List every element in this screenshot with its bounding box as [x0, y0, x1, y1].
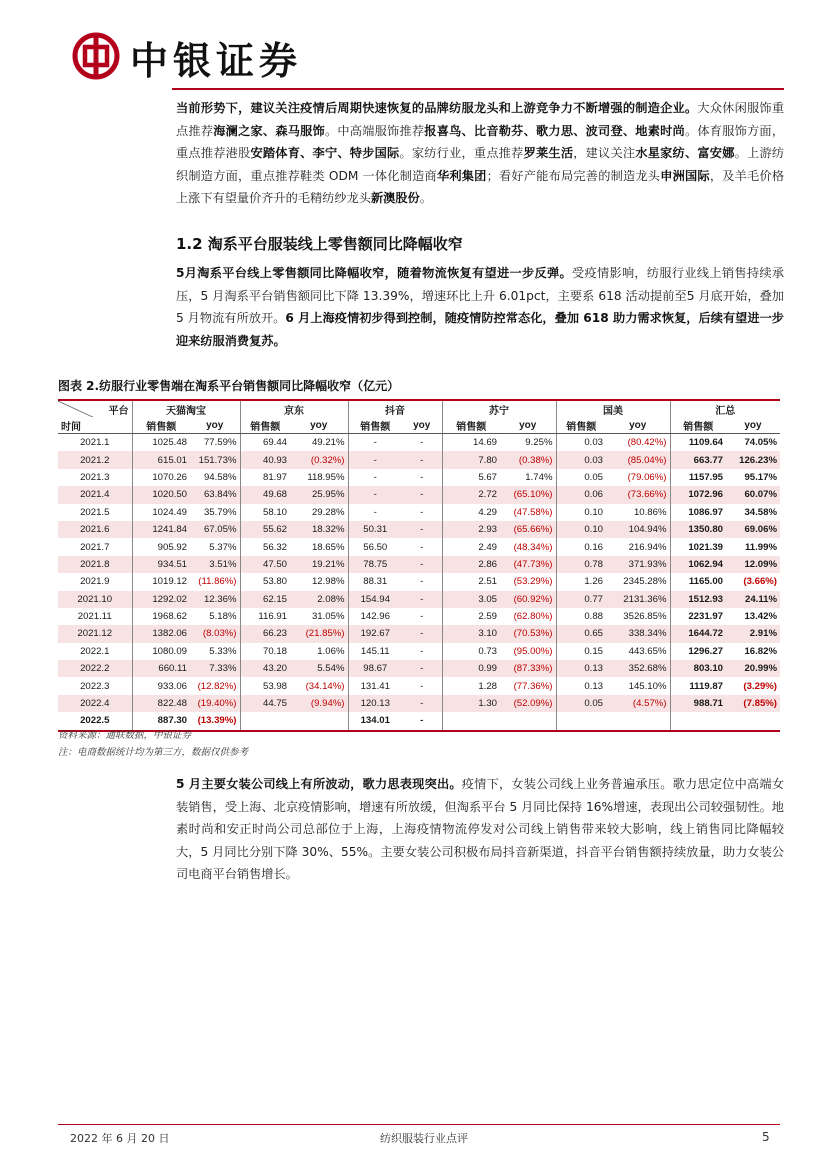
yoy-cell	[290, 712, 348, 730]
yoy-cell: 25.95%	[290, 486, 348, 503]
sales-cell: 0.77	[556, 591, 606, 608]
yoy-cell: 19.21%	[290, 556, 348, 573]
yoy-cell: (8.03%)	[190, 625, 240, 642]
sales-header: 销售额	[348, 417, 402, 434]
yoy-cell: 9.25%	[500, 434, 556, 452]
sales-cell: 1080.09	[152, 645, 187, 657]
yoy-cell: -	[402, 451, 442, 468]
sales-cell	[556, 712, 606, 730]
yoy-header: yoy	[606, 417, 670, 434]
sales-cell: 2.86	[442, 556, 500, 573]
sales-cell: 4.29	[478, 506, 497, 518]
yoy-cell: -	[402, 573, 442, 590]
yoy-cell: (3.29%)	[743, 680, 777, 692]
table-row	[58, 521, 780, 538]
yoy-cell: -	[402, 625, 442, 642]
platform-header: 京东	[240, 400, 348, 417]
sales-cell: 98.67	[348, 660, 402, 677]
yoy-cell: (7.85%)	[726, 695, 780, 712]
sales-cell: 1062.94	[670, 556, 726, 573]
yoy-cell: 3.51%	[190, 556, 240, 573]
sales-cell: 69.44	[262, 437, 287, 449]
yoy-cell: -	[402, 695, 442, 712]
yoy-cell: (80.42%)	[606, 434, 670, 452]
yoy-header: yoy	[290, 417, 348, 434]
sales-cell: 887.30	[132, 712, 190, 730]
yoy-cell: 3526.85%	[606, 608, 670, 625]
yoy-cell: 10.86%	[606, 504, 670, 521]
yoy-cell: -	[402, 434, 442, 452]
sales-cell: 50.31	[348, 521, 402, 538]
corner-bottom-label: 时间	[58, 417, 132, 434]
sales-cell: 1241.84	[132, 521, 190, 538]
sales-cell: 1019.12	[152, 576, 187, 588]
platform-header: 汇总	[670, 400, 780, 417]
sales-cell: 81.97	[262, 471, 287, 483]
sales-cell: 822.48	[132, 695, 190, 712]
yoy-cell: -	[402, 608, 442, 625]
sales-cell: 0.78	[556, 556, 606, 573]
sales-cell: 934.51	[132, 556, 190, 573]
yoy-cell: 18.65%	[290, 538, 348, 555]
month-cell: 2021.10	[58, 591, 132, 608]
yoy-cell: 18.32%	[290, 521, 348, 538]
yoy-cell: 352.68%	[606, 660, 670, 677]
yoy-cell: 5.33%	[190, 643, 240, 660]
sales-cell: 14.69	[472, 437, 497, 449]
sales-cell: 1968.62	[152, 611, 187, 623]
month-cell: 2022.5	[58, 712, 132, 730]
month-cell: 2021.5	[58, 504, 132, 521]
sales-cell: 1025.48	[152, 437, 187, 449]
month-cell: 2021.11	[58, 608, 132, 625]
sales-cell: 0.16	[584, 541, 603, 553]
platform-header: 国美	[556, 400, 670, 417]
yoy-cell	[606, 712, 670, 730]
sales-cell: 154.94	[348, 591, 402, 608]
sales-cell	[442, 712, 500, 730]
yoy-cell: 67.05%	[190, 521, 240, 538]
table-body	[58, 434, 780, 731]
yoy-cell: 16.82%	[744, 645, 777, 657]
sales-cell: 70.18	[262, 645, 287, 657]
yoy-cell: 49.21%	[290, 434, 348, 452]
recommendation-paragraph: 当前形势下，建议关注疫情后周期快速恢复的品牌纺服龙头和上游竞争力不断增强的制造企业。大众休闲服饰重点推荐海澜之家、森马服饰。中高端服饰推荐报喜鸟、比音勒芬、歌力思、波司登、地素时尚。体育服饰方面，重点推荐港股安踏体育、李宁、特步国际。家纺行业，重点推荐罗莱生活，建议关注水星家纺、富安娜。上游纺织制造方面，重点推荐鞋类 ODM 一体化制造商华利集团；看好产能布局完善的制造龙头申洲国际，及羊毛价格上涨下有望量价齐升的毛精纺纱龙头新澳股份。	[176, 101, 785, 205]
yoy-cell: (9.94%)	[290, 695, 348, 712]
corner-cell	[58, 400, 132, 417]
yoy-cell: 11.99%	[744, 541, 777, 553]
sales-cell: 1.28	[478, 680, 497, 692]
sales-cell: 53.98	[262, 680, 287, 692]
yoy-cell: -	[402, 538, 442, 555]
yoy-cell: 60.07%	[726, 486, 780, 503]
sales-cell: 1296.27	[688, 645, 723, 657]
yoy-cell: (21.85%)	[290, 625, 348, 642]
sales-header: 销售额	[670, 417, 726, 434]
sales-cell: -	[348, 451, 402, 468]
yoy-header: yoy	[190, 417, 240, 434]
yoy-cell: (62.80%)	[500, 608, 556, 625]
sales-cell: 1021.39	[688, 541, 723, 553]
sales-cell: 5.67	[478, 471, 497, 483]
yoy-cell: (48.34%)	[500, 538, 556, 555]
sales-cell: 1086.97	[688, 506, 723, 518]
sales-cell: 47.50	[240, 556, 290, 573]
yoy-cell: (79.06%)	[606, 469, 670, 486]
yoy-cell: 7.33%	[190, 660, 240, 677]
sales-cell: 3.10	[442, 625, 500, 642]
sales-cell: 988.71	[670, 695, 726, 712]
sales-cell: 43.20	[240, 660, 290, 677]
yoy-cell: 69.06%	[726, 521, 780, 538]
yoy-cell: (0.38%)	[500, 451, 556, 468]
yoy-cell: 24.11%	[726, 591, 780, 608]
yoy-cell: -	[402, 643, 442, 660]
yoy-cell: 151.73%	[190, 451, 240, 468]
yoy-cell: 95.17%	[744, 471, 777, 483]
month-cell: 2022.1	[58, 643, 132, 660]
sales-cell: 0.13	[556, 660, 606, 677]
yoy-cell: 5.18%	[190, 608, 240, 625]
sales-cell: 933.06	[157, 680, 187, 692]
sales-cell: 1020.50	[132, 486, 190, 503]
sales-cell: 66.23	[240, 625, 290, 642]
yoy-cell: 77.59%	[190, 434, 240, 452]
yoy-cell: -	[402, 660, 442, 677]
sales-cell: 0.65	[556, 625, 606, 642]
sales-cell: 615.01	[132, 451, 190, 468]
footer-report-title: 纺织服装行业点评	[380, 1132, 468, 1145]
sales-cell: -	[373, 437, 377, 449]
month-cell: 2021.9	[58, 573, 132, 590]
yoy-cell: 31.05%	[290, 608, 348, 625]
sales-cell: 88.31	[363, 576, 388, 588]
sales-cell: 142.96	[360, 611, 390, 623]
table-row	[58, 660, 780, 677]
sales-cell: 1072.96	[670, 486, 726, 503]
sales-cell: 1157.95	[688, 471, 723, 483]
footer-date: 2022 年 6 月 20 日	[70, 1132, 170, 1145]
sales-header: 销售额	[442, 417, 500, 434]
sales-cell: 0.05	[556, 695, 606, 712]
sales-cell: 134.01	[348, 712, 402, 730]
yoy-header: yoy	[402, 417, 442, 434]
sales-cell: 55.62	[240, 521, 290, 538]
yoy-cell: 371.93%	[606, 556, 670, 573]
table-row	[58, 608, 780, 625]
sales-cell: 2.93	[442, 521, 500, 538]
sales-cell: 2.59	[478, 611, 497, 623]
sales-cell: 62.15	[240, 591, 290, 608]
sales-cell: 803.10	[670, 660, 726, 677]
sales-cell: 1382.06	[132, 625, 190, 642]
yoy-cell: (77.36%)	[500, 677, 556, 694]
yoy-header: yoy	[500, 417, 556, 434]
yoy-cell	[726, 712, 780, 730]
yoy-cell: 338.34%	[606, 625, 670, 642]
table-header-platforms	[58, 400, 780, 417]
sales-header: 销售额	[240, 417, 290, 434]
yoy-cell: -	[402, 521, 442, 538]
header-divider	[172, 88, 784, 90]
month-cell: 2021.1	[58, 434, 132, 452]
platform-header: 天猫淘宝	[132, 400, 240, 417]
source-note: 资料来源：通联数据，中银证券	[58, 730, 192, 741]
month-cell: 2021.4	[58, 486, 132, 503]
yoy-cell: (73.66%)	[606, 486, 670, 503]
yoy-cell: -	[402, 504, 442, 521]
yoy-cell: 12.09%	[726, 556, 780, 573]
yoy-cell: (53.29%)	[500, 573, 556, 590]
sales-cell: 0.10	[556, 521, 606, 538]
yoy-cell: 12.36%	[190, 591, 240, 608]
yoy-cell: -	[402, 677, 442, 694]
yoy-cell: 2345.28%	[606, 573, 670, 590]
month-cell: 2022.2	[58, 660, 132, 677]
yoy-cell: 29.28%	[290, 504, 348, 521]
sales-cell: 131.41	[360, 680, 390, 692]
sales-cell: 0.73	[478, 645, 497, 657]
sales-cell: 40.93	[240, 451, 290, 468]
footer-divider	[58, 1124, 780, 1125]
month-cell: 2022.3	[58, 677, 132, 694]
sales-cell: 1024.49	[152, 506, 187, 518]
table-row	[58, 677, 780, 694]
yoy-cell: (13.39%)	[190, 712, 240, 730]
yoy-header: yoy	[726, 417, 780, 434]
table-row	[58, 643, 780, 660]
sales-cell: 1644.72	[670, 625, 726, 642]
platform-header: 苏宁	[442, 400, 556, 417]
yoy-cell: 145.10%	[606, 677, 670, 694]
yoy-cell: 5.37%	[190, 538, 240, 555]
yoy-cell: 118.95%	[290, 469, 348, 486]
sales-cell: 2.49	[478, 541, 497, 553]
yoy-cell: (87.33%)	[500, 660, 556, 677]
yoy-cell: 2.08%	[290, 591, 348, 608]
page-number: 5	[762, 1130, 770, 1144]
sales-cell: -	[373, 506, 377, 518]
yoy-cell: 13.42%	[744, 611, 777, 623]
online-sales-paragraph: 5月淘系平台线上零售额同比降幅收窄，随着物流恢复有望进一步反弹。受疫情影响，纺服行业线上销售持续承压，5 月淘系平台销售额同比下降 13.39%，增速环比上升 6.01pct，主要系 618 活动提前至5 月底开始，叠加 5 月物流有所放开。6 月上海疫情初步得到控制，随疫情防控常态化，叠加 618 助力需求恢复，后续有望进一步迎来纺服消费复苏。	[176, 266, 785, 348]
sales-cell: -	[373, 471, 377, 483]
platform-header: 抖音	[348, 400, 442, 417]
sales-cell	[670, 712, 726, 730]
sales-cell: 2.72	[442, 486, 500, 503]
table-row	[58, 469, 780, 486]
yoy-cell: 104.94%	[606, 521, 670, 538]
month-cell: 2021.7	[58, 538, 132, 555]
sales-cell: 0.99	[442, 660, 500, 677]
sales-cell: 1119.87	[689, 680, 723, 692]
sales-cell: 116.91	[258, 611, 287, 623]
yoy-cell: -	[402, 712, 442, 730]
sales-cell: 53.80	[262, 576, 287, 588]
yoy-cell: -	[402, 469, 442, 486]
sales-cell: 145.11	[360, 645, 390, 657]
sales-cell: -	[348, 486, 402, 503]
yoy-cell: 216.94%	[606, 538, 670, 555]
sales-cell: 905.92	[157, 541, 187, 553]
yoy-cell: 74.05%	[744, 437, 777, 449]
womenswear-paragraph: 5 月主要女装公司线上有所波动，歌力思表现突出。疫情下，女装公司线上业务普遍承压。歌力思定位中高端女装销售，受上海、北京疫情影响，增速有所放缓，但淘系平台 5 月同比保持 16%增速，表现出公司较强韧性。地素时尚和安正时尚公司总部位于上海，上海疫情物流停发对公司线上销售带来较大影响，线上销售同比降幅较大，5 月同比分别下降 30%、55%。主要女装公司积极布局抖音新渠道，抖音平台销售额持续放量，助力女装公司电商平台销售增长。	[176, 777, 785, 881]
yoy-cell: (3.66%)	[743, 576, 777, 588]
sales-cell: 78.75	[348, 556, 402, 573]
yoy-cell: 1.74%	[500, 469, 556, 486]
sales-cell: 0.10	[584, 506, 603, 518]
yoy-cell: 94.58%	[190, 469, 240, 486]
table-row	[58, 695, 780, 712]
sales-cell: 0.13	[584, 680, 603, 692]
remark-note: 注：电商数据统计均为第三方，数据仅供参考	[58, 747, 249, 758]
table-title: 图表 2.纺服行业零售端在淘系平台销售额同比降幅收窄（亿元）	[58, 379, 400, 393]
month-cell: 2021.12	[58, 625, 132, 642]
table-row	[58, 573, 780, 590]
sales-cell	[240, 712, 290, 730]
yoy-cell: 126.23%	[726, 451, 780, 468]
yoy-cell: 1.06%	[290, 643, 348, 660]
month-cell: 2021.8	[58, 556, 132, 573]
yoy-cell: (70.53%)	[500, 625, 556, 642]
yoy-cell: 12.98%	[290, 573, 348, 590]
table-row	[58, 556, 780, 573]
sales-cell: 2.51	[478, 576, 497, 588]
sales-cell: 1165.00	[688, 576, 723, 588]
sales-cell: 56.32	[262, 541, 287, 553]
sales-cell: 44.75	[240, 695, 290, 712]
bank-of-china-logo-icon	[72, 32, 120, 80]
sales-cell: 7.80	[442, 451, 500, 468]
yoy-cell: -	[402, 591, 442, 608]
corner-top-label: 平台	[108, 405, 129, 417]
sales-cell: 1.30	[442, 695, 500, 712]
sales-header: 销售额	[556, 417, 606, 434]
yoy-cell: (19.40%)	[190, 695, 240, 712]
yoy-cell	[500, 712, 556, 730]
yoy-cell: 20.99%	[726, 660, 780, 677]
table-row	[58, 434, 780, 452]
month-cell: 2021.3	[58, 469, 132, 486]
sales-cell: 120.13	[348, 695, 402, 712]
sales-cell: 0.15	[584, 645, 603, 657]
sales-cell: 0.88	[584, 611, 603, 623]
sales-cell: 1292.02	[132, 591, 190, 608]
table-row	[58, 504, 780, 521]
yoy-cell: (47.58%)	[500, 504, 556, 521]
sales-cell: 1.26	[584, 576, 603, 588]
yoy-cell: (85.04%)	[606, 451, 670, 468]
sales-cell: 56.50	[363, 541, 388, 553]
logo-text: 中银证券	[130, 38, 303, 83]
yoy-cell: (65.66%)	[500, 521, 556, 538]
sales-cell: 1512.93	[670, 591, 726, 608]
sales-cell: 663.77	[670, 451, 726, 468]
yoy-cell: 35.79%	[190, 504, 240, 521]
yoy-cell: (0.32%)	[290, 451, 348, 468]
sales-cell: 58.10	[262, 506, 287, 518]
sales-cell: 49.68	[240, 486, 290, 503]
yoy-cell: 34.58%	[744, 506, 777, 518]
table-row	[58, 451, 780, 468]
sales-cell: 0.06	[556, 486, 606, 503]
yoy-cell: (11.86%)	[190, 573, 240, 590]
sales-cell: 192.67	[348, 625, 402, 642]
page-header	[0, 0, 827, 95]
sales-header: 销售额	[132, 417, 190, 434]
sales-cell: 660.11	[132, 660, 190, 677]
sales-cell: 0.03	[556, 451, 606, 468]
yoy-cell: (60.92%)	[500, 591, 556, 608]
yoy-cell: (34.14%)	[290, 677, 348, 694]
section-title: 1.2 淘系平台服装线上零售额同比降幅收窄	[176, 235, 463, 253]
yoy-cell: (4.57%)	[606, 695, 670, 712]
yoy-cell: 63.84%	[190, 486, 240, 503]
month-cell: 2021.6	[58, 521, 132, 538]
sales-cell: 0.05	[584, 471, 603, 483]
table-row	[58, 625, 780, 642]
yoy-cell: 2.91%	[726, 625, 780, 642]
yoy-cell: (47.73%)	[500, 556, 556, 573]
yoy-cell: (12.82%)	[190, 677, 240, 694]
yoy-cell: (52.09%)	[500, 695, 556, 712]
table-header-metrics	[58, 417, 780, 434]
yoy-cell: (95.00%)	[500, 643, 556, 660]
table-row	[58, 591, 780, 608]
sales-cell: 1109.64	[688, 437, 723, 449]
sales-cell: 0.03	[584, 437, 603, 449]
table-row	[58, 538, 780, 555]
yoy-cell: -	[402, 556, 442, 573]
sales-cell: 2231.97	[688, 611, 723, 623]
yoy-cell: (65.10%)	[500, 486, 556, 503]
sales-cell: 3.05	[442, 591, 500, 608]
sales-table	[58, 399, 780, 732]
yoy-cell: 443.65%	[606, 643, 670, 660]
month-cell: 2021.2	[58, 451, 132, 468]
sales-cell: 1350.80	[670, 521, 726, 538]
month-cell: 2022.4	[58, 695, 132, 712]
yoy-cell: 5.54%	[290, 660, 348, 677]
sales-cell: 1070.26	[152, 471, 187, 483]
yoy-cell: -	[402, 486, 442, 503]
table-row	[58, 486, 780, 503]
yoy-cell: 2131.36%	[606, 591, 670, 608]
